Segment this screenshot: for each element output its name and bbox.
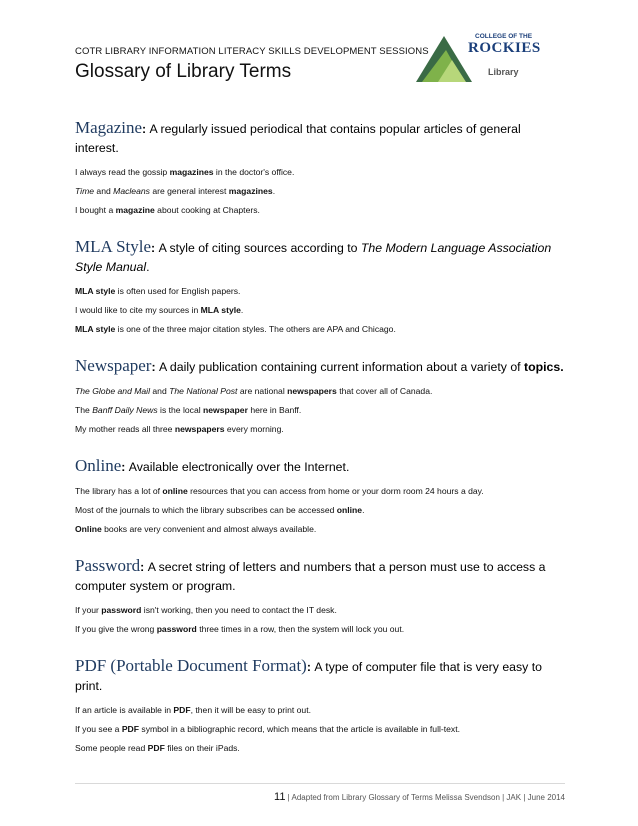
glossary-term: Password <box>75 556 141 575</box>
glossary-term: Newspaper <box>75 356 152 375</box>
definition-text: topics. <box>524 360 564 374</box>
example-sentence <box>75 305 565 315</box>
example-text: books are very convenient and almost always available. <box>101 524 317 534</box>
example-text: If you give the wrong <box>75 624 157 634</box>
example-text: . <box>272 186 276 196</box>
example-sentence <box>75 505 565 515</box>
example-sentence <box>75 405 565 415</box>
example-text: MLA style <box>75 286 116 296</box>
example-text: If you see a <box>75 724 122 734</box>
term-separator: : <box>306 660 315 674</box>
example-text: are general interest <box>149 186 229 196</box>
example-text: I always read the gossip <box>75 167 170 177</box>
term-separator: : <box>151 360 159 374</box>
example-text: about cooking at Chapters. <box>154 205 260 215</box>
definition-text: Available electronically over the Internet. <box>128 460 350 474</box>
term-separator: : <box>140 560 148 574</box>
example-text: If an article is available in <box>75 705 174 715</box>
example-text: If your <box>75 605 102 615</box>
term-separator: : <box>151 241 159 255</box>
example-text: every morning. <box>224 424 284 434</box>
example-text: online <box>336 505 363 515</box>
example-sentence <box>75 286 565 296</box>
example-sentence <box>75 605 565 615</box>
example-text: The National Post <box>169 386 238 396</box>
definition <box>75 237 565 277</box>
example-text: Macleans <box>113 186 150 196</box>
glossary-term: PDF (Portable Document Format) <box>75 656 307 675</box>
example-text: PDF <box>173 705 191 715</box>
definition-text: A regularly issued periodical that contains popular articles of general interest. <box>75 122 521 155</box>
page-footer <box>75 783 565 803</box>
example-text: MLA style <box>75 324 116 334</box>
example-sentence <box>75 486 565 496</box>
example-text: magazines <box>228 186 273 196</box>
example-text: I bought a <box>75 205 116 215</box>
example-text: are national <box>237 386 288 396</box>
logo-line-rockies: ROCKIES <box>468 40 541 56</box>
example-text: , then it will be easy to print out. <box>190 705 311 715</box>
example-sentence <box>75 524 565 534</box>
glossary-term: Online <box>75 456 122 475</box>
series-title: COTR LIBRARY INFORMATION LITERACY SKILLS DEVELOPMENT SESSIONS <box>75 46 429 57</box>
mountain-icon <box>414 30 474 84</box>
logo-line-college: COLLEGE OF THE <box>475 33 533 40</box>
example-text: . <box>362 505 365 515</box>
example-sentence <box>75 324 565 334</box>
term-separator: : <box>121 460 129 474</box>
example-text: The <box>75 405 93 415</box>
example-text: three times in a row, then the system will lock you out. <box>196 624 405 634</box>
example-text: resources that you can access from home or your dorm room 24 hours a day. <box>187 486 484 496</box>
definition-text: The Modern Language Association Style Manual <box>75 241 552 274</box>
example-text: I would like to cite my sources in <box>75 305 201 315</box>
example-text: Some people read <box>75 743 148 753</box>
example-text: Time <box>75 186 95 196</box>
example-sentence <box>75 205 565 215</box>
example-text: isn't working, then you need to contact the IT desk. <box>141 605 337 615</box>
example-text: PDF <box>121 724 140 734</box>
definition <box>75 118 565 158</box>
term-separator: : <box>142 122 150 136</box>
logo-line-library: Library <box>488 67 519 77</box>
example-text: PDF <box>147 743 165 753</box>
definition-text: A secret string of letters and numbers that a person must use to access a computer system or program. <box>75 560 546 593</box>
example-sentence <box>75 424 565 434</box>
glossary-entries <box>75 118 565 775</box>
example-text: in the doctor's office. <box>213 167 295 177</box>
example-text: is often used for English papers. <box>115 286 241 296</box>
example-text: MLA style <box>200 305 241 315</box>
example-text: magazine <box>115 205 155 215</box>
definition-text: A daily publication containing current information about a variety of <box>158 360 525 374</box>
example-text: Online <box>75 524 102 534</box>
example-text: online <box>162 486 188 496</box>
glossary-entry <box>75 118 565 215</box>
footer-text <box>274 791 565 803</box>
example-sentence <box>75 705 565 715</box>
definition <box>75 656 565 696</box>
example-text: is the local <box>157 405 204 415</box>
glossary-term: Magazine <box>75 118 143 137</box>
example-text: that cover all of Canada. <box>336 386 433 396</box>
example-sentence <box>75 186 565 196</box>
example-text: newspapers <box>174 424 225 434</box>
example-text: password <box>156 624 197 634</box>
definition <box>75 456 565 477</box>
definition-text: . <box>146 260 150 274</box>
example-text: newspapers <box>287 386 337 396</box>
definition <box>75 556 565 596</box>
example-text: newspaper <box>203 405 248 415</box>
footer-credit: | Adapted from Library Glossary of Terms Melissa Svendson | JAK | June 2014 <box>285 793 565 802</box>
glossary-entry <box>75 356 565 434</box>
example-sentence <box>75 167 565 177</box>
definition-text: A type of computer file that is very easy to print. <box>75 660 542 693</box>
definition <box>75 356 565 377</box>
example-text: is one of the three major citation styles. The others are APA and Chicago. <box>115 324 396 334</box>
example-text: magazines <box>169 167 214 177</box>
example-text: Most of the journals to which the library subscribes can be accessed <box>75 505 337 515</box>
glossary-entry <box>75 656 565 753</box>
example-text: symbol in a bibliographic record, which means that the article is available in full-text. <box>139 724 461 734</box>
example-sentence <box>75 386 565 396</box>
example-text: here in Banff. <box>247 405 302 415</box>
glossary-entry <box>75 456 565 534</box>
example-text: My mother reads all three <box>75 424 175 434</box>
example-text: files on their iPads. <box>164 743 240 753</box>
definition-text: A style of citing sources according to <box>158 241 361 255</box>
page-number: 11 <box>274 791 286 803</box>
example-text: The library has a lot of <box>75 486 163 496</box>
example-text: and <box>150 386 170 396</box>
glossary-entry <box>75 556 565 634</box>
example-text: The Globe and Mail <box>75 386 150 396</box>
example-sentence <box>75 743 565 753</box>
example-text: Banff Daily News <box>92 405 158 415</box>
example-text: . <box>240 305 244 315</box>
page-title: Glossary of Library Terms <box>75 61 292 82</box>
example-sentence <box>75 724 565 734</box>
glossary-entry <box>75 237 565 334</box>
example-text: and <box>94 186 114 196</box>
example-text: password <box>101 605 142 615</box>
college-logo <box>414 30 554 84</box>
glossary-term: MLA Style <box>75 237 152 256</box>
example-sentence <box>75 624 565 634</box>
